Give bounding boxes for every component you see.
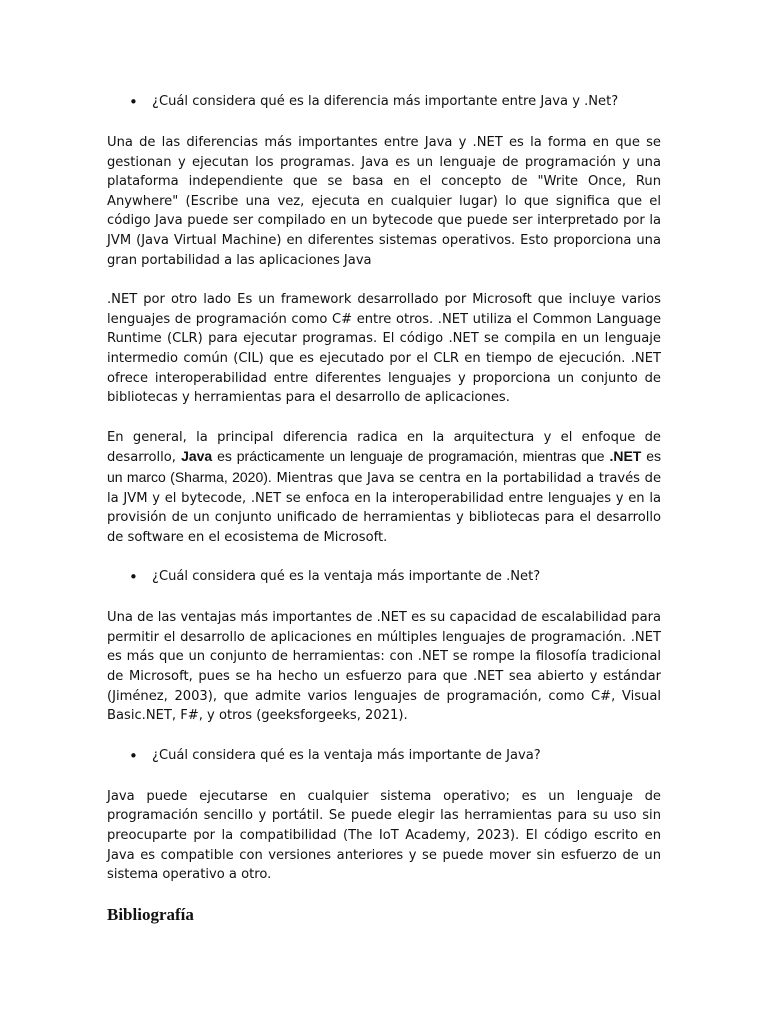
question-bullet-2: • ¿Cuál considera qué es la ventaja más importante de .Net? (107, 567, 661, 587)
paragraph-net-advantage: Una de las ventajas más importantes de .NET es su capacidad de escalabilidad para permitir el desarrollo de aplicaciones en múltiples lenguajes de programación. .NET es más que un conjunto de herramientas: con .NET se rompe la filosofía tradicional de Microsoft, pues se ha hecho un esfuerzo para que .NET sea abierto y estándar (Jiménez, 2003), que admite varios lenguajes de programación, como C#, Visual Basic.NET, F#, y otros (geeksforgeeks, 2021). (107, 610, 661, 724)
difference-java-term: Java (181, 448, 213, 465)
bibliography-heading: Bibliografía (107, 904, 194, 924)
question-bullet-1: • ¿Cuál considera qué es la diferencia más importante entre Java y .Net? (107, 92, 661, 112)
paragraph-java-advantage: Java puede ejecutarse en cualquier sistema operativo; es un lenguaje de programación sencillo y portátil. Se puede elegir las herramientas para su uso sin preocuparte por la compatibilidad (The IoT Academy, 2023). El código escrito en Java es compatible con versiones anteriores y se puede mover sin esfuerzo de un sistema operativo a otro. (107, 788, 661, 883)
paragraph-main-difference (107, 428, 661, 548)
paragraph-net-description: .NET por otro lado Es un framework desarrollado por Microsoft que incluye varios lenguajes de programación como C# entre otros. .NET utiliza el Common Language Runtime (CLR) para ejecutar programas. El código .NET se compila en un lenguaje intermedio común (CIL) que es ejecutado por el CLR en tiempo de ejecución. .NET ofrece interoperabilidad entre diferentes lenguajes y proporciona un conjunto de bibliotecas y herramientas para el desarrollo de aplicaciones. (107, 292, 661, 406)
difference-quote-end: es un marco (Sharma, 2020). (107, 448, 661, 485)
difference-net-term: .NET (609, 448, 642, 465)
question-bullet-3: • ¿Cuál considera qué es la ventaja más importante de Java? (107, 746, 661, 766)
difference-text-intro: En general, la principal diferencia radica en la arquitectura y el enfoque de desarrollo, (107, 429, 661, 466)
difference-quote-middle: es prácticamente un lenguaje de programación, mientras que (212, 448, 610, 465)
paragraph-java-description: Una de las diferencias más importantes entre Java y .NET es la forma en que se gestionan y ejecutan los programas. Java es un lenguaje de programación y una plataforma independiente que se basa en el concepto de "Write Once, Run Anywhere" (Escribe una vez, ejecuta en cualquier lugar) lo que significa que el código Java puede ser compilado en un bytecode que puede ser interpretado por la JVM (Java Virtual Machine) en diferentes sistemas operativos. Esto proporciona una gran portabilidad a las aplicaciones Java (107, 135, 661, 268)
difference-text-rest: Mientras que Java se centra en la portabilidad a través de la JVM y el bytecode, .NET se enfoca en la interoperabilidad entre lenguajes y en la provisión de un conjunto unificado de herramientas y bibliotecas para el desarrollo de software en el ecosistema de Microsoft. (107, 470, 661, 545)
